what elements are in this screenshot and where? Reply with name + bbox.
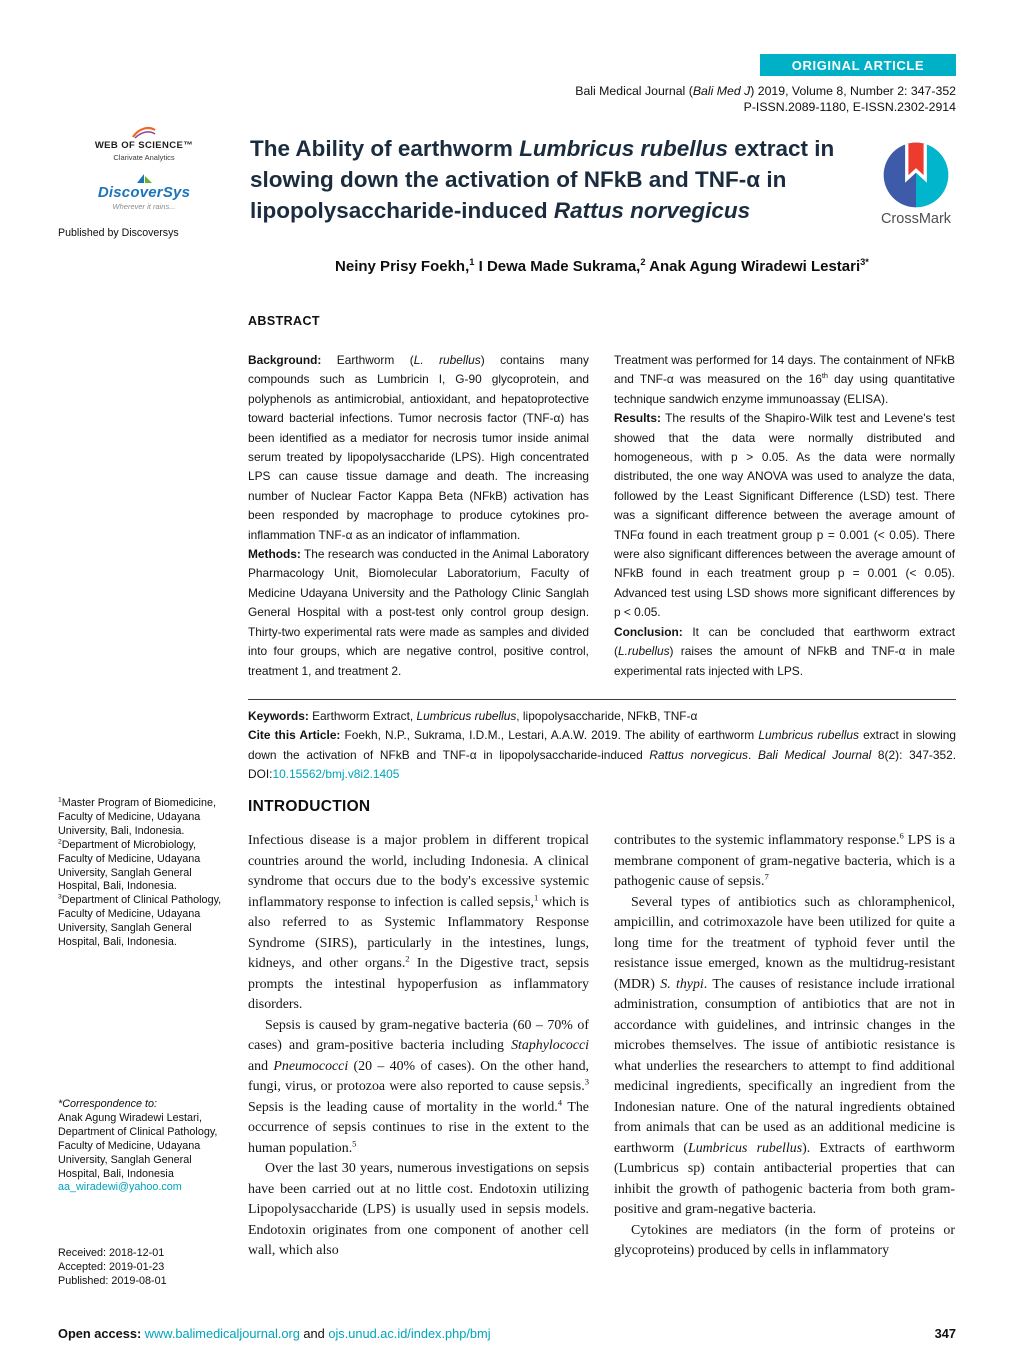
cite-line xyxy=(248,726,956,784)
article-title: The Ability of earthworm Lumbricus rubellus extract in slowing down the activation of NFkB and TNF-α in lipopolysaccharide-induced Rattus norvegicus xyxy=(250,136,835,223)
journal-info xyxy=(575,84,956,115)
date-published: Published: 2019-08-01 xyxy=(58,1275,167,1288)
ojs-url-link[interactable]: ojs.unud.ac.id/index.php/bmj xyxy=(328,1326,491,1341)
discoversys-wordmark: DiscoverSys xyxy=(97,184,191,201)
affiliation-2: $^2$Department of Microbiology, Faculty of Medicine, Udayana University, Sanglah General Hospital, Bali, Indonesia. xyxy=(58,838,201,893)
publisher-logos xyxy=(58,126,230,239)
affiliation-1: $^1$Master Program of Biomedicine, Faculty of Medicine, Udayana University, Bali, Indonesia. xyxy=(58,796,216,837)
abstract-column-right xyxy=(614,351,955,681)
body-column-right xyxy=(614,831,955,1262)
abstract-background: Background: Earthworm (L. rubellus) contains many compounds such as Lumbricin I, G-90 glycoprotein, and polyphenols as antimicrobial, antioxidant, and hepatoprotective toward bacterial infections. Tumor necrosis factor (TNF-α) has been identified as a mediator for necrosis tumor inside animal serum treated by lipopolysaccharide (LPS). High concentrated LPS can cause tissue damage and death. The increasing number of Nuclear Factor Kappa Beta (NFkB) activation has been responded by macrophage to produce cytokines pro-inflammation TNF-α as an indicator of inflammation. xyxy=(248,353,589,542)
intro-paragraph-3: Over the last 30 years, numerous investigations on sepsis have been carried out at no little cost. Endotoxin utilizing Lipopolysaccharide (LPS) is usually used in sepsis models. Endotoxin originates from one component of another cell wall, which also xyxy=(248,1161,589,1258)
correspondence-email-link[interactable]: aa_wiradewi@yahoo.com xyxy=(58,1181,182,1194)
journal-issn-line: P-ISSN.2089-1180, E-ISSN.2302-2914 xyxy=(743,99,956,114)
intro-paragraph-1: Infectious disease is a major problem in different tropical countries around the world, including Indonesia. A clinical syndrome that occurs due to the body's excessive systemic inflammatory response to infection is called sepsis,$^1$ which is also referred to as Systemic Inflammatory Response Syndrome (SIRS), particularly in the intestines, lungs, kidneys, and other organs.$^2$ In the Digestive tract, sepsis prompts the intestinal hypoperfusion as inflammatory disorders. xyxy=(248,833,589,1012)
clarivate-wordmark: Clarivate Analytics xyxy=(113,153,175,162)
page-number: 347 xyxy=(934,1326,956,1341)
open-access-line xyxy=(58,1326,491,1341)
intro-paragraph-5: Several types of antibiotics such as chloramphenicol, ampicillin, and cotrimoxazole have been utilized for quite a long time for the treatment of typhoid fever until the resistance issue emerged, known as the multidrug-resistant (MDR) S. thypi. The causes of resistance include irrational administration, consumption of antibiotics that are not in accordance with guidelines, and intrinsic changes in the microbes themselves. The issue of antibiotic resistance is what underlies the researchers to attempt to find additional medicinal ingredients, specifically an ingredient from the Indonesian nature. One of the natural ingredients obtained from animals that can be used as an additional medicine is earthworm (Lumbricus rubellus). Extracts of earthworm (Lumbricus sp) contain antibacterial properties that can inhibit the growth of pathogenic bacteria from both gram-positive and gram-negative bacteria. xyxy=(614,894,955,1217)
authors-line: Neiny Prisy Foekh,$^1$ I Dewa Made Sukrama,$^2$ Anak Agung Wiradewi Lestari$^{3*}$ xyxy=(335,257,869,275)
introduction-body xyxy=(248,831,956,1262)
abstract-heading: ABSTRACT xyxy=(248,314,320,328)
abstract-methods-continued: Treatment was performed for 14 days. The containment of NFkB and TNF-α was measured on the 16th day using quantitative technique sandwich enzyme immunoassay (ELISA). xyxy=(614,353,955,406)
page-footer xyxy=(58,1326,956,1341)
correspondence-block xyxy=(58,1098,228,1195)
crossmark-badge[interactable] xyxy=(872,142,960,227)
correspondence-address: Anak Agung Wiradewi Lestari, Department of Clinical Pathology, Faculty of Medicine, Udayana University, Sanglah General Hospital, Bali, Indonesia xyxy=(58,1111,218,1180)
cite-text: Cite this Article: Foekh, N.P., Sukrama, I.D.M., Lestari, A.A.W. 2019. The ability of earthworm Lumbricus rubellus extract in slowing down the activation of NFkB and TNF-α in lipopolysaccharide-induced Rattus norvegicus. Bali Medical Journal 8(2): 347-352. DOI: xyxy=(248,728,957,781)
correspondence-label: *Correspondence to: xyxy=(58,1097,158,1110)
introduction-heading: INTRODUCTION xyxy=(248,798,371,815)
crossmark-icon xyxy=(883,142,949,208)
and-text: and xyxy=(303,1326,325,1341)
sidebar xyxy=(58,797,228,1289)
affiliation-3: $^3$Department of Clinical Pathology, Faculty of Medicine, Udayana University, Sanglah General Hospital, Bali, Indonesia. xyxy=(58,893,222,949)
discoversys-tagline: Wherever it rains... xyxy=(112,202,176,211)
keywords-divider xyxy=(248,699,956,700)
date-received: Received: 2018-12-01 xyxy=(58,1247,165,1260)
abstract-methods: Methods: The research was conducted in the Animal Laboratory Pharmacology Unit, Biomolecular Laboratorium, Faculty of Medicine Udayana University and the Pathology Clinic Sanglah General Hospital with a post-test only control group design. Thirty-two experimental rats were made as samples and divided into four groups, which are negative control, positive control, treatment 1, and treatment 2. xyxy=(248,547,589,678)
wos-wordmark: WEB OF SCIENCE™ xyxy=(94,140,194,151)
intro-paragraph-4: contributes to the systemic inflammatory response.$^6$ LPS is a membrane component of gram-negative bacteria, which is a pathogenic cause of sepsis.$^7$ xyxy=(614,830,955,889)
abstract-column-left xyxy=(248,351,589,681)
article-type-banner: ORIGINAL ARTICLE xyxy=(760,54,956,76)
intro-paragraph-6: Cytokines are mediators (in the form of proteins or glycoproteins) produced by cells in inflammatory xyxy=(614,1222,955,1258)
discoversys-mark-icon xyxy=(133,174,155,184)
date-accepted: Accepted: 2019-01-23 xyxy=(58,1261,165,1274)
web-of-science-logo xyxy=(58,126,230,162)
published-by-text: Published by Discoversys xyxy=(58,227,179,239)
doi-link[interactable]: 10.15562/bmj.v8i2.1405 xyxy=(272,766,400,781)
intro-paragraph-2: Sepsis is caused by gram-negative bacteria (60 – 70% of cases) and gram-positive bacteria including Staphylococci and Pneumococci (20 – 40% of cases). On the other hand, fungi, virus, or protozoa were also reported to cause sepsis.$^3$ Sepsis is the leading cause of mortality in the world.$^4$ The occurrence of sepsis continues to rise in the extent to the human population.$^5$ xyxy=(248,1017,589,1156)
journal-citation-line: Bali Medical Journal (Bali Med J) 2019, Volume 8, Number 2: 347-352 xyxy=(575,84,956,98)
keywords-line: Keywords: Earthworm Extract, Lumbricus rubellus, lipopolysaccharide, NFkB, TNF-α xyxy=(248,709,698,723)
discoversys-logo xyxy=(58,174,230,211)
body-column-left xyxy=(248,831,589,1262)
crossmark-label: CrossMark xyxy=(880,211,952,227)
article-dates xyxy=(58,1247,228,1289)
open-access-label: Open access: xyxy=(58,1326,142,1341)
wos-swoosh-icon xyxy=(130,126,158,139)
abstract-conclusion: Conclusion: It can be concluded that earthworm extract (L.rubellus) raises the amount of NFkB and TNF-α in male experimental rats injected with LPS. xyxy=(614,624,955,678)
abstract-results: Results: The results of the Shapiro-Wilk test and Levene's test showed that the data were normally distributed and homogeneous, with p > 0.05. As the data were normally distributed, the one way ANOVA was used to analyze the data, followed by the Least Significant Difference (LSD) test. There was a significant difference between the average amount of TNFα found in each treatment group p = 0.001 (< 0.05). There were also significant differences between the average amount of NFkB found in each treatment group p = 0.001 (< 0.05). Advanced test using LSD shows more significant differences by p < 0.05. xyxy=(614,411,955,620)
abstract-section xyxy=(248,351,956,681)
keywords-cite-block xyxy=(248,707,956,784)
journal-url-link[interactable]: www.balimedicaljournal.org xyxy=(144,1326,300,1341)
